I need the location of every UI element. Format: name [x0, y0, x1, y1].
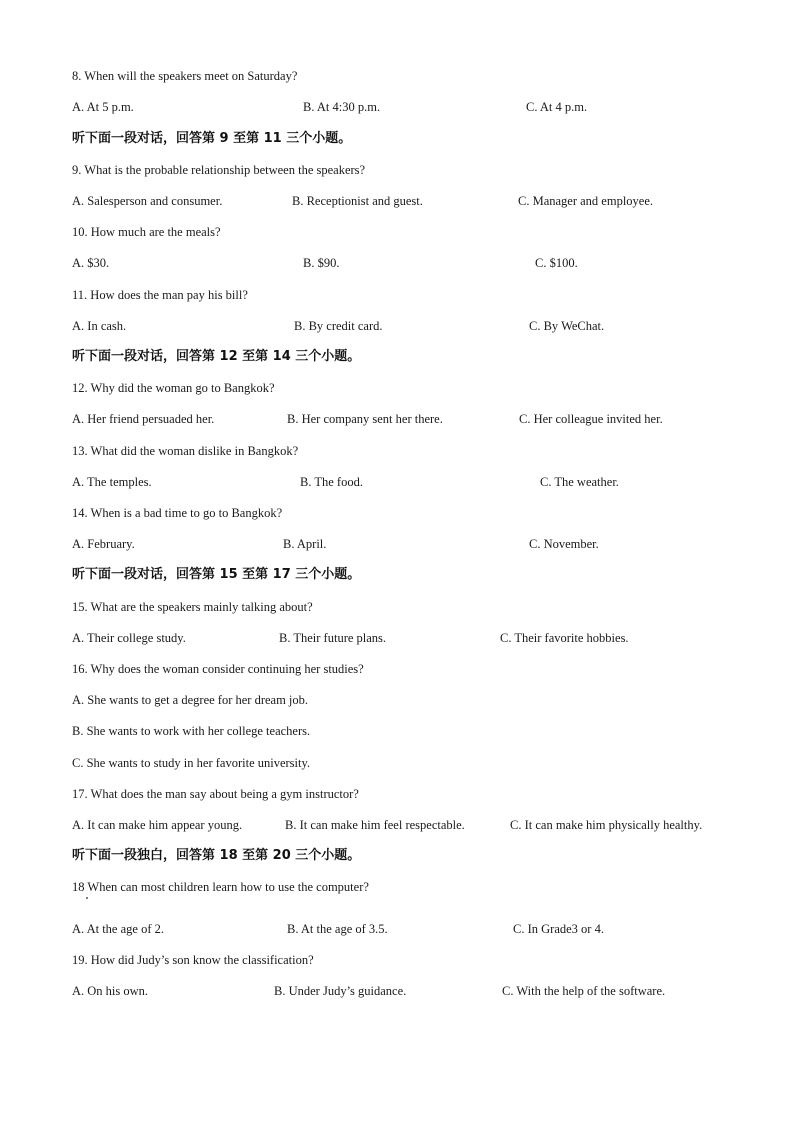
question-10: 10. How much are the meals? [72, 225, 221, 239]
q15-option-c: C. Their favorite hobbies. [500, 631, 629, 645]
q16-option-c: C. She wants to study in her favorite university. [72, 756, 311, 770]
q16-option-b: B. She wants to work with her college teachers. [72, 724, 311, 738]
q9-option-b: B. Receptionist and guest. [292, 194, 423, 208]
q8-option-c: C. At 4 p.m. [526, 100, 588, 114]
question-8: 8. When will the speakers meet on Saturday? [72, 69, 298, 83]
section-heading-15-17: 听下面一段对话，回答第 15 至第 17 三个小题。 [72, 567, 361, 582]
q15-option-b: B. Their future plans. [279, 631, 387, 645]
q14-option-c: C. November. [529, 537, 599, 551]
q13-option-a: A. The temples. [72, 475, 152, 489]
q11-option-b: B. By credit card. [294, 319, 383, 333]
q17-option-b: B. It can make him feel respectable. [285, 818, 465, 832]
q13-option-c: C. The weather. [540, 475, 619, 489]
q10-option-c: C. $100. [535, 256, 578, 270]
question-15: 15. What are the speakers mainly talking about? [72, 600, 313, 614]
stray-dot [86, 897, 88, 899]
q19-option-c: C. With the help of the software. [502, 984, 666, 998]
q13-option-b: B. The food. [300, 475, 363, 489]
question-11: 11. How does the man pay his bill? [72, 288, 248, 302]
section-heading-9-11: 听下面一段对话，回答第 9 至第 11 三个小题。 [72, 131, 352, 146]
q14-option-a: A. February. [72, 537, 135, 551]
question-12: 12. Why did the woman go to Bangkok? [72, 381, 275, 395]
q18-option-a: A. At the age of 2. [72, 922, 164, 936]
question-13: 13. What did the woman dislike in Bangkok? [72, 444, 299, 458]
q17-option-a: A. It can make him appear young. [72, 818, 243, 832]
q15-option-a: A. Their college study. [72, 631, 186, 645]
q8-option-a: A. At 5 p.m. [72, 100, 134, 114]
q18-option-c: C. In Grade3 or 4. [513, 922, 604, 936]
question-16: 16. Why does the woman consider continuing her studies? [72, 662, 364, 676]
q12-option-a: A. Her friend persuaded her. [72, 412, 215, 426]
question-9: 9. What is the probable relationship between the speakers? [72, 163, 366, 177]
q9-option-c: C. Manager and employee. [518, 194, 654, 208]
section-heading-18-20: 听下面一段独白，回答第 18 至第 20 三个小题。 [72, 848, 361, 863]
q8-option-b: B. At 4:30 p.m. [303, 100, 381, 114]
question-19: 19. How did Judy’s son know the classification? [72, 953, 314, 967]
q11-option-a: A. In cash. [72, 319, 127, 333]
section-heading-12-14: 听下面一段对话，回答第 12 至第 14 三个小题。 [72, 349, 361, 364]
q10-option-b: B. $90. [303, 256, 340, 270]
question-14: 14. When is a bad time to go to Bangkok? [72, 506, 283, 520]
q9-option-a: A. Salesperson and consumer. [72, 194, 223, 208]
q19-option-b: B. Under Judy’s guidance. [274, 984, 407, 998]
q12-option-b: B. Her company sent her there. [287, 412, 443, 426]
q18-option-b: B. At the age of 3.5. [287, 922, 388, 936]
q14-option-b: B. April. [283, 537, 327, 551]
q11-option-c: C. By WeChat. [529, 319, 605, 333]
q16-option-a: A. She wants to get a degree for her dream job. [72, 693, 309, 707]
q19-option-a: A. On his own. [72, 984, 149, 998]
q12-option-c: C. Her colleague invited her. [519, 412, 663, 426]
q17-option-c: C. It can make him physically healthy. [510, 818, 703, 832]
question-18: 18 When can most children learn how to use the computer? [72, 880, 369, 894]
question-17: 17. What does the man say about being a gym instructor? [72, 787, 359, 801]
q10-option-a: A. $30. [72, 256, 110, 270]
